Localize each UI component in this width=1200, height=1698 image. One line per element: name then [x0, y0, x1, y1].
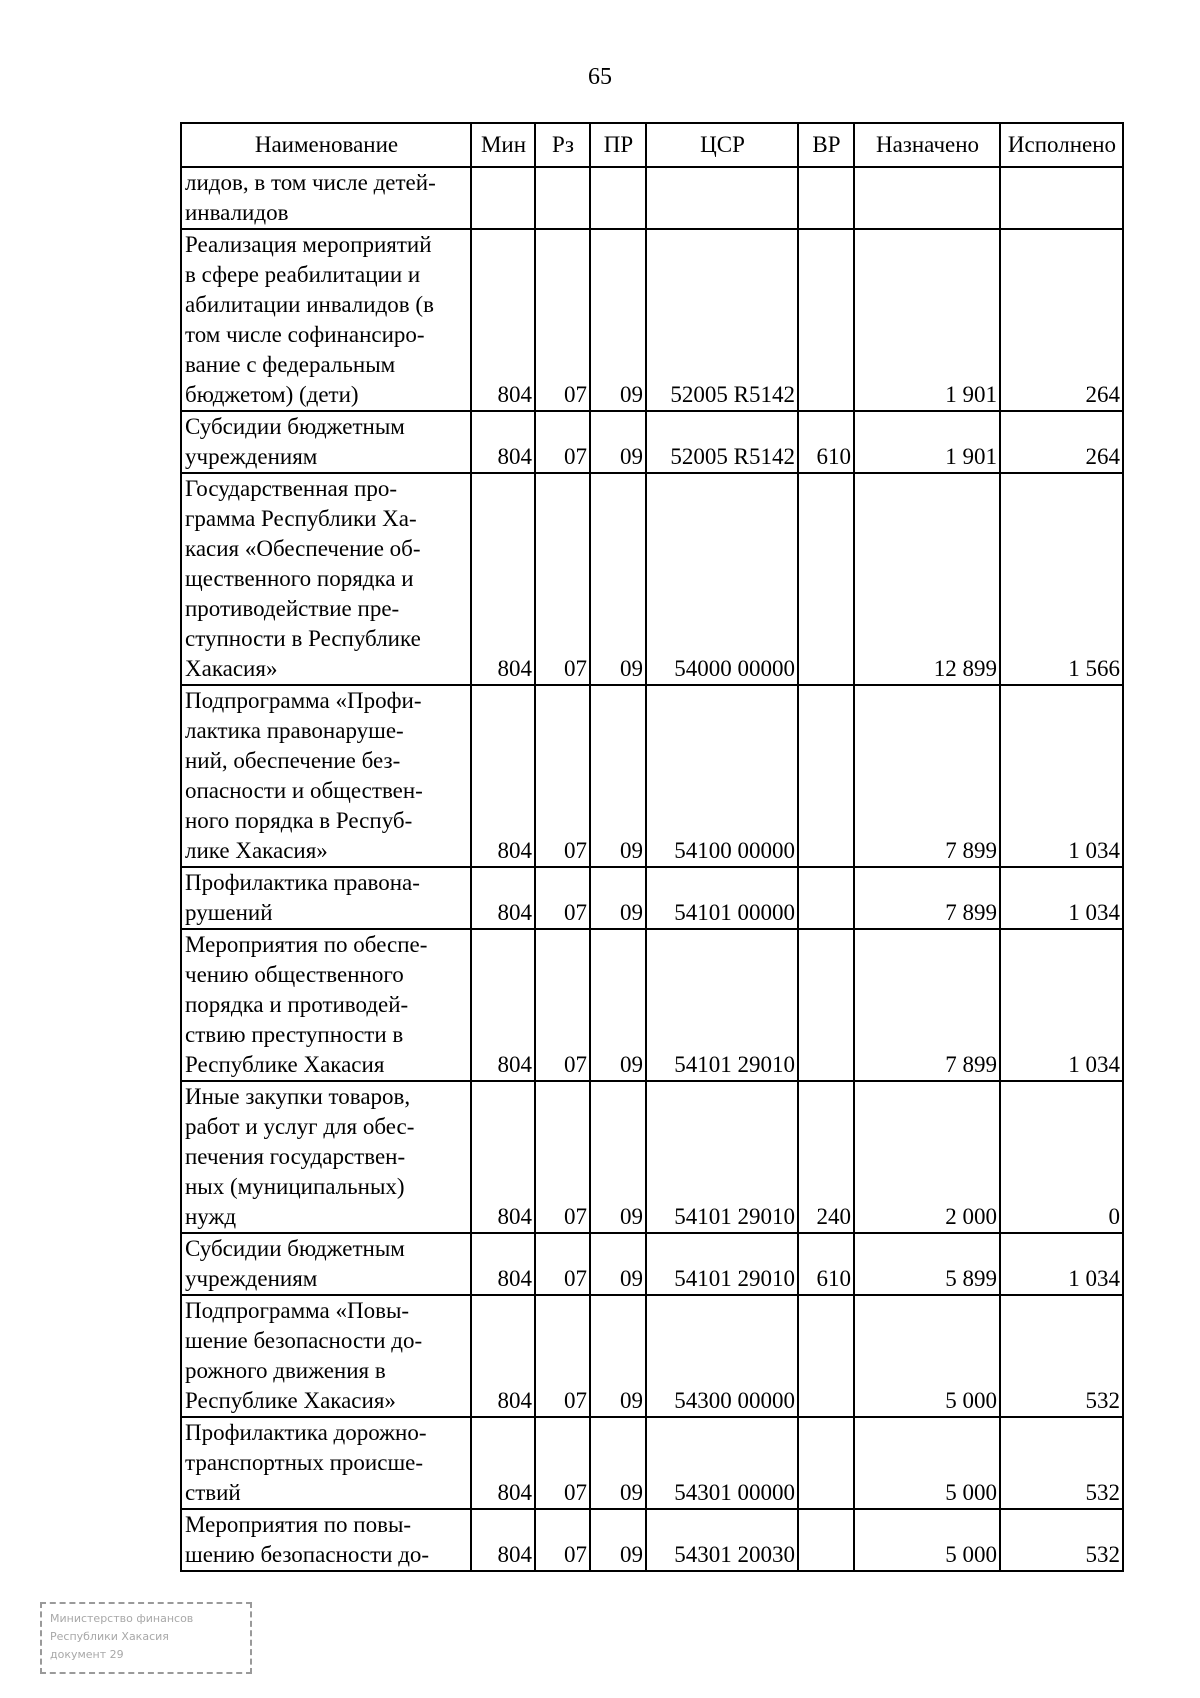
cell-pr: [590, 167, 646, 229]
cell-csr: 52005 R5142: [646, 411, 798, 473]
cell-name-line: Мероприятия по обеспе-: [185, 932, 428, 957]
cell-name-line: лидов, в том числе детей-: [185, 170, 436, 195]
cell-csr: 54101 29010: [646, 929, 798, 1081]
cell-isp: [1000, 167, 1123, 229]
cell-name: [181, 473, 471, 685]
cell-name: [181, 167, 471, 229]
budget-table: [180, 122, 1124, 1572]
cell-pr: 09: [590, 929, 646, 1081]
cell-pr: 09: [590, 685, 646, 867]
stamp-line: Республики Хакасия: [50, 1630, 169, 1643]
cell-isp: 1 034: [1000, 867, 1123, 929]
cell-isp: 264: [1000, 411, 1123, 473]
table-row: [181, 1081, 1123, 1233]
cell-rz: 07: [535, 473, 590, 685]
cell-name-line: Хакасия»: [185, 656, 278, 681]
table-row: [181, 867, 1123, 929]
cell-name-line: Субсидии бюджетным: [185, 1236, 405, 1261]
cell-name-line: ний, обеспечение без-: [185, 748, 401, 773]
cell-pr: 09: [590, 1417, 646, 1509]
cell-csr: [646, 167, 798, 229]
header-pr: ПР: [590, 123, 646, 167]
cell-pr: 09: [590, 411, 646, 473]
cell-name-line: Иные закупки товаров,: [185, 1084, 411, 1109]
cell-name-line: вание с федеральным: [185, 352, 396, 377]
cell-min: 804: [471, 411, 535, 473]
cell-name-line: грамма Республики Ха-: [185, 506, 417, 531]
cell-csr: 54101 29010: [646, 1081, 798, 1233]
cell-naz: 5 000: [854, 1417, 1000, 1509]
cell-name-line: Республике Хакасия: [185, 1052, 385, 1077]
table-row: [181, 1417, 1123, 1509]
cell-name-line: опасности и обществен-: [185, 778, 423, 803]
cell-name-line: ного порядка в Респуб-: [185, 808, 413, 833]
table-row: [181, 411, 1123, 473]
cell-min: 804: [471, 229, 535, 411]
cell-name-line: Подпрограмма «Повы-: [185, 1298, 410, 1323]
cell-isp: 532: [1000, 1417, 1123, 1509]
cell-name-line: печения государствен-: [185, 1144, 406, 1169]
cell-name: [181, 1417, 471, 1509]
cell-naz: 7 899: [854, 685, 1000, 867]
cell-rz: 07: [535, 1509, 590, 1571]
cell-min: 804: [471, 929, 535, 1081]
cell-vr: 610: [798, 411, 854, 473]
cell-name-line: ных (муниципальных): [185, 1174, 405, 1199]
cell-vr: [798, 167, 854, 229]
cell-name-line: работ и услуг для обес-: [185, 1114, 415, 1139]
cell-name-line: абилитации инвалидов (в: [185, 292, 434, 317]
cell-min: 804: [471, 1509, 535, 1571]
cell-name-line: рушений: [185, 900, 273, 925]
cell-rz: 07: [535, 229, 590, 411]
cell-isp: 532: [1000, 1509, 1123, 1571]
cell-name-line: ствию преступности в: [185, 1022, 404, 1047]
cell-name-line: в сфере реабилитации и: [185, 262, 421, 287]
cell-pr: 09: [590, 1295, 646, 1417]
cell-naz: 2 000: [854, 1081, 1000, 1233]
cell-min: 804: [471, 1233, 535, 1295]
header-vr: ВР: [798, 123, 854, 167]
cell-name-line: Профилактика правона-: [185, 870, 420, 895]
stamp: [40, 1602, 252, 1674]
header-naz: Назначено: [854, 123, 1000, 167]
table-row: [181, 473, 1123, 685]
cell-name: [181, 867, 471, 929]
cell-name-line: порядка и противодей-: [185, 992, 409, 1017]
cell-name-line: учреждениям: [185, 444, 318, 469]
cell-name-line: ступности в Республике: [185, 626, 421, 651]
table-row: [181, 1509, 1123, 1571]
table-header-row: [181, 123, 1123, 167]
cell-isp: 1 034: [1000, 1233, 1123, 1295]
cell-name-line: противодействие пре-: [185, 596, 400, 621]
cell-naz: 7 899: [854, 929, 1000, 1081]
table-row: [181, 685, 1123, 867]
cell-vr: [798, 1417, 854, 1509]
cell-isp: 0: [1000, 1081, 1123, 1233]
cell-naz: 5 899: [854, 1233, 1000, 1295]
cell-csr: 52005 R5142: [646, 229, 798, 411]
header-name: Наименование: [181, 123, 471, 167]
cell-rz: 07: [535, 411, 590, 473]
cell-naz: 5 000: [854, 1509, 1000, 1571]
cell-csr: 54000 00000: [646, 473, 798, 685]
cell-name-line: шению безопасности до-: [185, 1542, 430, 1567]
cell-rz: 07: [535, 867, 590, 929]
cell-name-line: Реализация мероприятий: [185, 232, 432, 257]
cell-vr: [798, 1509, 854, 1571]
cell-naz: [854, 167, 1000, 229]
stamp-line: Министерство финансов: [50, 1612, 194, 1625]
cell-naz: 1 901: [854, 411, 1000, 473]
cell-name: [181, 229, 471, 411]
cell-naz: 1 901: [854, 229, 1000, 411]
cell-vr: 240: [798, 1081, 854, 1233]
cell-name: [181, 929, 471, 1081]
cell-naz: 7 899: [854, 867, 1000, 929]
cell-min: 804: [471, 1081, 535, 1233]
cell-name-line: транспортных происше-: [185, 1450, 424, 1475]
stamp-line: документ 29: [50, 1648, 124, 1661]
cell-isp: 1 566: [1000, 473, 1123, 685]
cell-name-line: учреждениям: [185, 1266, 318, 1291]
cell-csr: 54301 20030: [646, 1509, 798, 1571]
cell-name-line: нужд: [185, 1204, 237, 1229]
cell-pr: 09: [590, 1233, 646, 1295]
cell-pr: 09: [590, 473, 646, 685]
cell-name: [181, 1081, 471, 1233]
cell-rz: 07: [535, 1417, 590, 1509]
table-body: [181, 167, 1123, 1571]
cell-vr: [798, 229, 854, 411]
cell-vr: [798, 929, 854, 1081]
cell-name-line: бюджетом) (дети): [185, 382, 359, 407]
page-number: 65: [588, 64, 612, 90]
cell-name-line: ствий: [185, 1480, 241, 1505]
cell-csr: 54301 00000: [646, 1417, 798, 1509]
table-row: [181, 1295, 1123, 1417]
cell-vr: [798, 1295, 854, 1417]
cell-name-line: том числе софинансиро-: [185, 322, 425, 347]
cell-min: 804: [471, 685, 535, 867]
cell-min: [471, 167, 535, 229]
cell-vr: [798, 473, 854, 685]
cell-name-line: Мероприятия по повы-: [185, 1512, 412, 1537]
cell-name: [181, 1509, 471, 1571]
cell-min: 804: [471, 473, 535, 685]
header-isp: Исполнено: [1000, 123, 1123, 167]
cell-csr: 54101 00000: [646, 867, 798, 929]
cell-vr: 610: [798, 1233, 854, 1295]
cell-csr: 54100 00000: [646, 685, 798, 867]
cell-name: [181, 411, 471, 473]
cell-pr: 09: [590, 229, 646, 411]
cell-rz: 07: [535, 1081, 590, 1233]
cell-name-line: лактика правонаруше-: [185, 718, 404, 743]
cell-name-line: лике Хакасия»: [185, 838, 328, 863]
cell-name-line: касия «Обеспечение об-: [185, 536, 421, 561]
cell-name-line: Государственная про-: [185, 476, 398, 501]
cell-rz: 07: [535, 685, 590, 867]
cell-name-line: инвалидов: [185, 200, 289, 225]
cell-rz: 07: [535, 929, 590, 1081]
cell-rz: 07: [535, 1233, 590, 1295]
table-row: [181, 1233, 1123, 1295]
cell-name-line: рожного движения в: [185, 1358, 386, 1383]
cell-name-line: Профилактика дорожно-: [185, 1420, 427, 1445]
table-row: [181, 229, 1123, 411]
cell-naz: 5 000: [854, 1295, 1000, 1417]
cell-csr: 54101 29010: [646, 1233, 798, 1295]
cell-name: [181, 1233, 471, 1295]
cell-name-line: шение безопасности до-: [185, 1328, 423, 1353]
cell-pr: 09: [590, 867, 646, 929]
cell-csr: 54300 00000: [646, 1295, 798, 1417]
table-row: [181, 167, 1123, 229]
header-rz: Рз: [535, 123, 590, 167]
cell-min: 804: [471, 1295, 535, 1417]
cell-naz: 12 899: [854, 473, 1000, 685]
cell-name: [181, 685, 471, 867]
table-row: [181, 929, 1123, 1081]
cell-isp: 1 034: [1000, 685, 1123, 867]
header-min: Мин: [471, 123, 535, 167]
cell-name-line: Субсидии бюджетным: [185, 414, 405, 439]
cell-min: 804: [471, 1417, 535, 1509]
cell-pr: 09: [590, 1509, 646, 1571]
cell-isp: 264: [1000, 229, 1123, 411]
cell-isp: 532: [1000, 1295, 1123, 1417]
cell-rz: 07: [535, 1295, 590, 1417]
cell-name-line: чению общественного: [185, 962, 404, 987]
cell-vr: [798, 867, 854, 929]
cell-vr: [798, 685, 854, 867]
cell-isp: 1 034: [1000, 929, 1123, 1081]
cell-name: [181, 1295, 471, 1417]
cell-name-line: Республике Хакасия»: [185, 1388, 396, 1413]
cell-rz: [535, 167, 590, 229]
cell-name-line: щественного порядка и: [185, 566, 414, 591]
cell-name-line: Подпрограмма «Профи-: [185, 688, 422, 713]
cell-pr: 09: [590, 1081, 646, 1233]
header-csr: ЦСР: [646, 123, 798, 167]
cell-min: 804: [471, 867, 535, 929]
